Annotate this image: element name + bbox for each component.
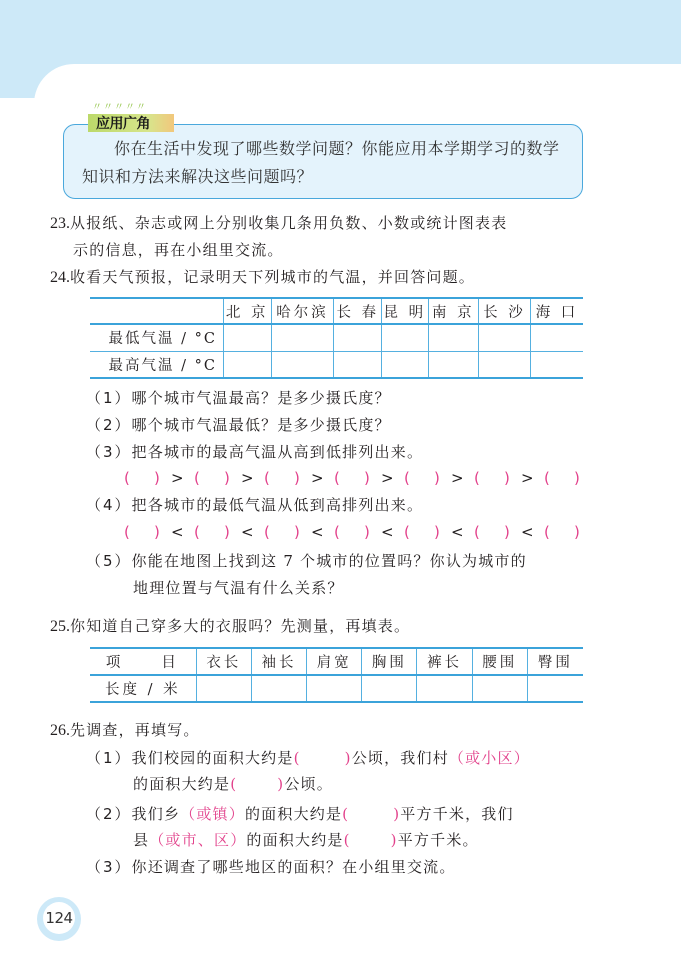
close-paren: ) bbox=[393, 805, 401, 823]
sub-text: 平方千米，我们 bbox=[400, 805, 514, 823]
table-cell[interactable] bbox=[478, 351, 530, 378]
close-paren: ) bbox=[574, 523, 580, 541]
table-cell[interactable] bbox=[382, 351, 429, 378]
page-number: 124 bbox=[43, 902, 75, 934]
info-box bbox=[63, 124, 583, 199]
sub-question-4 bbox=[86, 494, 423, 516]
table-cell[interactable] bbox=[307, 675, 362, 702]
sub-question-5-line2: 地理位置与气温有什么关系？ bbox=[133, 579, 344, 597]
sub-number: （2） bbox=[86, 805, 132, 823]
question-text: 你知道自己穿多大的衣服吗？先测量，再填表。 bbox=[70, 617, 411, 635]
table-header-cell: 海 口 bbox=[531, 298, 584, 324]
table-cell[interactable] bbox=[271, 351, 334, 378]
close-paren: ) bbox=[504, 469, 510, 487]
open-paren: ( bbox=[293, 749, 301, 767]
close-paren: ) bbox=[294, 523, 300, 541]
table-cell[interactable] bbox=[251, 675, 306, 702]
sub-text: 你能在地图上找到这 7 个城市的位置吗？你认为城市的 bbox=[131, 552, 527, 570]
sub-number: （2） bbox=[86, 416, 132, 434]
table-cell[interactable] bbox=[223, 351, 271, 378]
open-paren: ( bbox=[404, 469, 410, 487]
question-26 bbox=[50, 719, 200, 742]
question-23 bbox=[50, 212, 507, 235]
alt-area-note: （或市、区） bbox=[149, 831, 247, 849]
sub-text: 平方千米。 bbox=[397, 831, 479, 849]
open-paren: ( bbox=[474, 523, 480, 541]
greater-than: > bbox=[241, 469, 254, 487]
greater-than: > bbox=[521, 469, 534, 487]
close-paren: ) bbox=[574, 469, 580, 487]
sub-number: （4） bbox=[86, 496, 132, 514]
close-paren: ) bbox=[504, 523, 510, 541]
open-paren: ( bbox=[194, 469, 200, 487]
sub-question-1 bbox=[86, 387, 391, 409]
table-header-cell: 项 目 bbox=[90, 648, 196, 675]
row-label: 最高气温 / °C bbox=[90, 351, 223, 378]
close-paren: ) bbox=[364, 469, 370, 487]
close-paren: ) bbox=[154, 523, 160, 541]
open-paren: ( bbox=[264, 469, 270, 487]
greater-than: > bbox=[171, 469, 184, 487]
open-paren: ( bbox=[544, 469, 550, 487]
open-paren: ( bbox=[230, 775, 238, 793]
table-header-cell: 南 京 bbox=[428, 298, 478, 324]
open-paren: ( bbox=[343, 831, 351, 849]
less-than: < bbox=[241, 523, 254, 541]
table-header-row bbox=[90, 648, 583, 675]
row-label: 长度 / 米 bbox=[90, 675, 196, 702]
badge-label: 应用广角 bbox=[96, 116, 150, 132]
close-paren: ) bbox=[364, 523, 370, 541]
close-paren: ) bbox=[294, 469, 300, 487]
table-row bbox=[90, 675, 583, 702]
sub-text: 我们乡 bbox=[131, 805, 181, 823]
sub-number: （5） bbox=[86, 552, 132, 570]
sub-text: 我们校园的面积大约是 bbox=[131, 749, 294, 767]
table-cell[interactable] bbox=[417, 675, 472, 702]
sub-text: 的面积大约是 bbox=[244, 805, 343, 823]
table-header-cell: 臀围 bbox=[527, 648, 583, 675]
sub-text: 公顷。 bbox=[284, 775, 333, 793]
table-cell[interactable] bbox=[472, 675, 527, 702]
table-header-cell: 袖长 bbox=[251, 648, 306, 675]
table-header-cell: 昆 明 bbox=[382, 298, 429, 324]
close-paren: ) bbox=[390, 831, 398, 849]
header-strip bbox=[0, 64, 34, 98]
table-header-cell: 北 京 bbox=[223, 298, 271, 324]
open-paren: ( bbox=[124, 469, 130, 487]
sub-text: 你还调查了哪些地区的面积？在小组里交流。 bbox=[131, 858, 456, 876]
temperature-table bbox=[90, 297, 583, 379]
question-24 bbox=[50, 266, 475, 289]
table-cell[interactable] bbox=[271, 324, 334, 351]
open-paren: ( bbox=[342, 805, 350, 823]
sub-text: 把各城市的最高气温从高到低排列出来。 bbox=[131, 443, 424, 461]
leaf-decoration-icon: 〃〃〃〃〃 bbox=[92, 102, 147, 113]
question-23-line2: 示的信息，再在小组里交流。 bbox=[73, 241, 284, 259]
close-paren: ) bbox=[277, 775, 285, 793]
question-number: 25. bbox=[50, 618, 70, 635]
table-header-cell: 长 春 bbox=[334, 298, 382, 324]
table-cell[interactable] bbox=[531, 324, 584, 351]
table-header-cell: 衣长 bbox=[196, 648, 251, 675]
table-cell[interactable] bbox=[531, 351, 584, 378]
close-paren: ) bbox=[434, 469, 440, 487]
info-text: 你在生活中发现了哪些数学问题？你能应用本学期学习的数学知识和方法来解决这些问题吗？ bbox=[82, 139, 560, 186]
row-label: 最低气温 / °C bbox=[90, 324, 223, 351]
less-than: < bbox=[521, 523, 534, 541]
table-cell[interactable] bbox=[527, 675, 583, 702]
sub-text: 哪个城市气温最低？是多少摄氏度？ bbox=[131, 416, 391, 434]
less-than: < bbox=[381, 523, 394, 541]
open-paren: ( bbox=[264, 523, 270, 541]
table-cell[interactable] bbox=[334, 351, 382, 378]
table-header-row bbox=[90, 298, 583, 324]
table-row bbox=[90, 351, 583, 378]
table-cell[interactable] bbox=[223, 324, 271, 351]
table-cell[interactable] bbox=[428, 351, 478, 378]
sub-number: （1） bbox=[86, 389, 132, 407]
close-paren: ) bbox=[434, 523, 440, 541]
open-paren: ( bbox=[334, 469, 340, 487]
table-cell[interactable] bbox=[334, 324, 382, 351]
sub-question-2 bbox=[86, 414, 391, 436]
table-row bbox=[90, 324, 583, 351]
greater-than: > bbox=[381, 469, 394, 487]
open-paren: ( bbox=[194, 523, 200, 541]
open-paren: ( bbox=[474, 469, 480, 487]
section-badge bbox=[88, 102, 180, 132]
clothing-size-table bbox=[90, 647, 583, 703]
table-cell[interactable] bbox=[428, 324, 478, 351]
close-paren: ) bbox=[154, 469, 160, 487]
open-paren: ( bbox=[544, 523, 550, 541]
table-header-cell: 胸围 bbox=[362, 648, 417, 675]
open-paren: ( bbox=[404, 523, 410, 541]
close-paren: ) bbox=[344, 749, 352, 767]
sub-number: （1） bbox=[86, 749, 132, 767]
table-cell[interactable] bbox=[362, 675, 417, 702]
alt-area-note: （或小区） bbox=[448, 749, 530, 767]
sub-text: 公顷，我们村 bbox=[351, 749, 449, 767]
table-header-cell: 肩宽 bbox=[307, 648, 362, 675]
table-header-cell: 长 沙 bbox=[478, 298, 530, 324]
sub-number: （3） bbox=[86, 443, 132, 461]
table-header-cell: 哈尔滨 bbox=[271, 298, 334, 324]
sub-text: 县 bbox=[133, 831, 150, 849]
greater-than: > bbox=[451, 469, 464, 487]
sub-question-26-2-line2 bbox=[133, 829, 479, 851]
open-paren: ( bbox=[124, 523, 130, 541]
page-number-badge bbox=[37, 897, 81, 941]
sub-question-5 bbox=[86, 550, 527, 572]
sub-question-26-1 bbox=[86, 747, 586, 769]
question-number: 24. bbox=[50, 269, 70, 286]
close-paren: ) bbox=[224, 469, 230, 487]
question-text: 从报纸、杂志或网上分别收集几条用负数、小数或统计图表表 bbox=[70, 214, 508, 232]
question-number: 23. bbox=[50, 215, 70, 232]
table-cell[interactable] bbox=[478, 324, 530, 351]
sub-text: 的面积大约是 bbox=[133, 775, 231, 793]
sub-text: 的面积大约是 bbox=[246, 831, 344, 849]
open-paren: ( bbox=[334, 523, 340, 541]
question-text: 收看天气预报，记录明天下列城市的气温，并回答问题。 bbox=[70, 268, 476, 286]
table-header-cell bbox=[90, 298, 223, 324]
question-text: 先调查，再填写。 bbox=[70, 721, 200, 739]
alt-area-note: （或镇） bbox=[180, 805, 245, 823]
sub-number: （3） bbox=[86, 858, 132, 876]
question-25 bbox=[50, 615, 410, 638]
table-cell[interactable] bbox=[382, 324, 429, 351]
question-number: 26. bbox=[50, 722, 70, 739]
sub-question-3 bbox=[86, 441, 423, 463]
table-cell[interactable] bbox=[196, 675, 251, 702]
sub-text: 把各城市的最低气温从低到高排列出来。 bbox=[131, 496, 424, 514]
sub-question-26-2 bbox=[86, 803, 586, 825]
less-than: < bbox=[311, 523, 324, 541]
greater-than: > bbox=[311, 469, 324, 487]
sub-text: 哪个城市气温最高？是多少摄氏度？ bbox=[131, 389, 391, 407]
table-header-cell: 腰围 bbox=[472, 648, 527, 675]
sub-question-26-1-line2 bbox=[133, 773, 333, 795]
less-than: < bbox=[171, 523, 184, 541]
table-header-cell: 裤长 bbox=[417, 648, 472, 675]
sub-question-26-3 bbox=[86, 856, 456, 878]
close-paren: ) bbox=[224, 523, 230, 541]
less-than: < bbox=[451, 523, 464, 541]
